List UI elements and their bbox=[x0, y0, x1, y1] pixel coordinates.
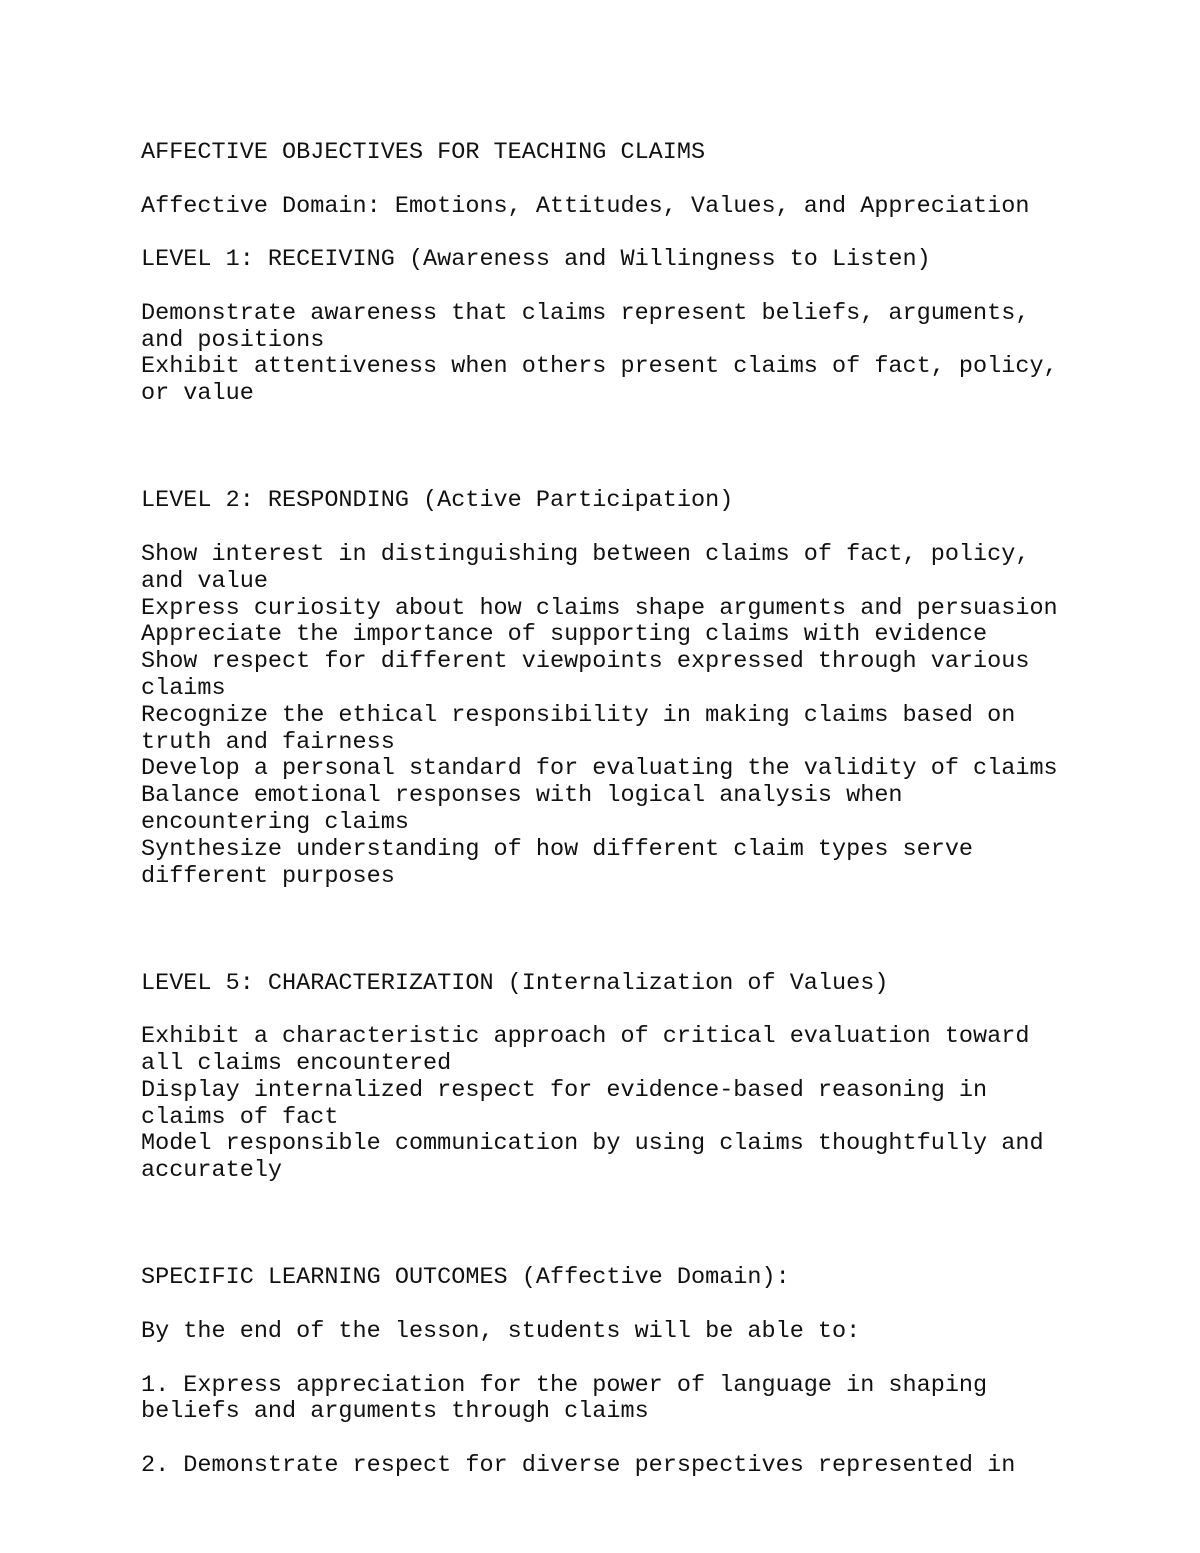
list-line: Synthesize understanding of how different claim types serve bbox=[141, 835, 974, 863]
spacer bbox=[141, 1239, 1101, 1266]
document-page bbox=[141, 140, 1101, 1480]
list-line: Balance emotional responses with logical analysis when bbox=[141, 782, 903, 810]
outcomes-intro: By the end of the lesson, students will be able to: bbox=[141, 1318, 861, 1346]
spacer bbox=[141, 890, 1101, 944]
spacer bbox=[141, 1185, 1101, 1239]
domain-line: Affective Domain: Emotions, Attitudes, Values, and Appreciation bbox=[141, 192, 1030, 220]
spacer bbox=[141, 1292, 1101, 1319]
document-title: AFFECTIVE OBJECTIVES FOR TEACHING CLAIMS bbox=[141, 139, 706, 166]
spacer bbox=[141, 1346, 1101, 1373]
list-line: encountering claims bbox=[141, 808, 409, 836]
list-line: claims bbox=[141, 674, 226, 702]
level2-heading: LEVEL 2: RESPONDING (Active Participation) bbox=[141, 487, 734, 515]
list-line: all claims encountered bbox=[141, 1050, 452, 1078]
outcomes-heading: SPECIFIC LEARNING OUTCOMES (Affective Domain): bbox=[141, 1264, 790, 1292]
level1-list bbox=[141, 301, 1101, 408]
spacer bbox=[141, 1426, 1101, 1453]
list-line: Display internalized respect for evidence-based reasoning in bbox=[141, 1076, 988, 1104]
level5-list bbox=[141, 1024, 1101, 1185]
list-line: accurately bbox=[141, 1157, 283, 1185]
spacer bbox=[141, 408, 1101, 462]
outcome-item-1 bbox=[141, 1373, 1101, 1427]
list-line: truth and fairness bbox=[141, 728, 395, 756]
list-line: Show respect for different viewpoints expressed through various bbox=[141, 648, 1030, 676]
list-line: Develop a personal standard for evaluating the validity of claims bbox=[141, 755, 1058, 783]
spacer bbox=[141, 274, 1101, 301]
list-line: and value bbox=[141, 567, 268, 595]
level1-heading: LEVEL 1: RECEIVING (Awareness and Willingness to Listen) bbox=[141, 246, 931, 274]
outcome-item-2 bbox=[141, 1453, 1101, 1480]
list-line: Show interest in distinguishing between claims of fact, policy, bbox=[141, 540, 1030, 568]
list-line: beliefs and arguments through claims bbox=[141, 1398, 649, 1426]
level5-heading: LEVEL 5: CHARACTERIZATION (Internalization of Values) bbox=[141, 969, 889, 997]
list-line: Appreciate the importance of supporting claims with evidence bbox=[141, 621, 988, 649]
spacer bbox=[141, 515, 1101, 542]
list-line: Recognize the ethical responsibility in making claims based on bbox=[141, 701, 1016, 729]
spacer bbox=[141, 998, 1101, 1025]
spacer bbox=[141, 944, 1101, 971]
list-line: Exhibit a characteristic approach of critical evaluation toward bbox=[141, 1023, 1030, 1051]
list-line: 2. Demonstrate respect for diverse perspectives represented in bbox=[141, 1452, 1016, 1480]
spacer bbox=[141, 167, 1101, 194]
list-line: different purposes bbox=[141, 862, 395, 890]
list-line: Demonstrate awareness that claims represent beliefs, arguments, bbox=[141, 299, 1030, 327]
list-line: Model responsible communication by using claims thoughtfully and bbox=[141, 1130, 1044, 1158]
list-line: Exhibit attentiveness when others present claims of fact, policy, bbox=[141, 353, 1058, 381]
level2-list bbox=[141, 542, 1101, 890]
spacer bbox=[141, 220, 1101, 247]
list-line: or value bbox=[141, 380, 254, 408]
list-line: and positions bbox=[141, 326, 325, 354]
list-line: Express curiosity about how claims shape arguments and persuasion bbox=[141, 594, 1058, 622]
spacer bbox=[141, 462, 1101, 489]
list-line: 1. Express appreciation for the power of language in shaping bbox=[141, 1371, 988, 1399]
list-line: claims of fact bbox=[141, 1103, 339, 1131]
